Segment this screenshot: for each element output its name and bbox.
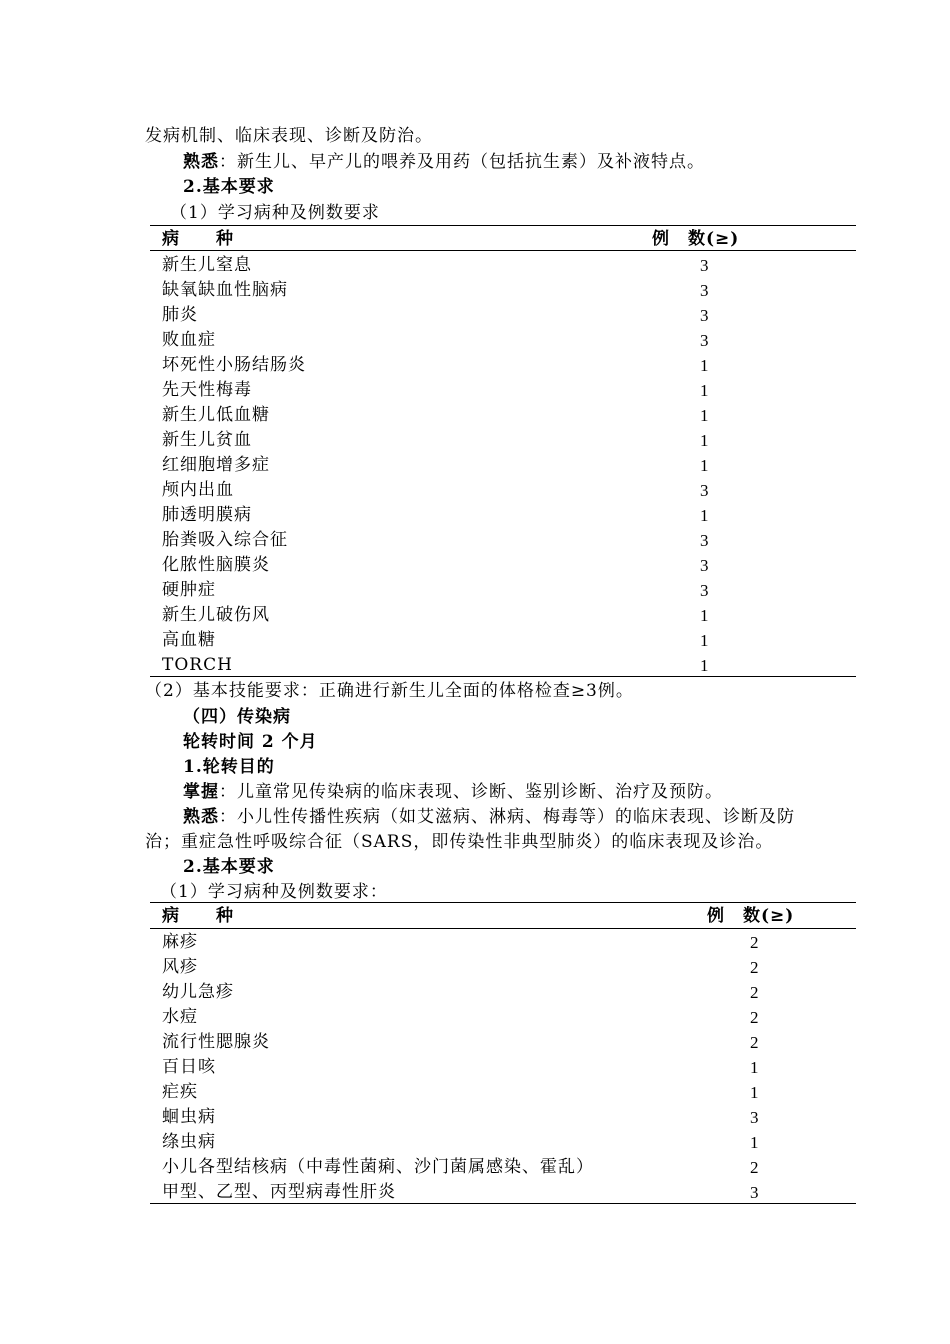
table-row-count: 1 xyxy=(700,456,710,475)
table-row-disease: 肺透明膜病 xyxy=(162,505,252,525)
skill-requirement: （2）基本技能要求：正确进行新生儿全面的体格检查≥3例。 xyxy=(145,681,634,701)
table-row-count: 3 xyxy=(750,1183,760,1202)
table-row-disease: 新生儿低血糖 xyxy=(162,405,270,425)
table-row-disease: 新生儿破伤风 xyxy=(162,605,270,625)
table-row-disease: TORCH xyxy=(162,655,233,675)
table-row-count: 1 xyxy=(750,1133,760,1152)
table-row-disease: 风疹 xyxy=(162,957,198,977)
familiar-label-2: 熟悉 xyxy=(183,807,219,827)
table-row-count: 3 xyxy=(700,581,710,600)
table-row-disease: 新生儿窒息 xyxy=(162,255,252,275)
table1-header-count: 例 数(≥) xyxy=(652,229,740,249)
table-row-disease: 先天性梅毒 xyxy=(162,380,252,400)
master-paragraph xyxy=(183,780,723,804)
table-row-count: 3 xyxy=(700,256,710,275)
table2-header-disease: 病 种 xyxy=(162,906,234,926)
table-row-count: 3 xyxy=(700,531,710,550)
sub-requirement-1: （1）学习病种及例数要求 xyxy=(170,203,380,223)
table-row-disease: 化脓性脑膜炎 xyxy=(162,555,270,575)
table-row-count: 2 xyxy=(750,1033,760,1052)
table2-header-count: 例 数(≥) xyxy=(707,906,795,926)
table1-bottom-rule xyxy=(150,676,856,677)
familiar-label: 熟悉 xyxy=(183,152,219,172)
master-text: ：儿童常见传染病的临床表现、诊断、鉴别诊断、治疗及预防。 xyxy=(219,782,723,802)
section-4-title: （四）传染病 xyxy=(183,707,291,727)
table2-header-rule xyxy=(150,928,856,929)
table-row-count: 1 xyxy=(700,406,710,425)
intro-line: 发病机制、临床表现、诊断及防治。 xyxy=(145,126,433,146)
table-row-count: 3 xyxy=(700,481,710,500)
table-row-disease: 肺炎 xyxy=(162,305,198,325)
table-row-disease: 疟疾 xyxy=(162,1082,198,1102)
table-row-count: 1 xyxy=(700,431,710,450)
table-row-disease: 缺氧缺血性脑病 xyxy=(162,280,288,300)
table-row-count: 3 xyxy=(700,306,710,325)
table1-header-disease: 病 种 xyxy=(162,229,234,249)
table-row-disease: 百日咳 xyxy=(162,1057,216,1077)
table-row-disease: 颅内出血 xyxy=(162,480,234,500)
table-row-count: 1 xyxy=(700,606,710,625)
familiar-text-2-line1: ：小儿性传播性疾病（如艾滋病、淋病、梅毒等）的临床表现、诊断及防 xyxy=(219,807,795,827)
table-row-disease: 坏死性小肠结肠炎 xyxy=(162,355,306,375)
table1-header-rule xyxy=(150,250,856,251)
table-row-disease: 蛔虫病 xyxy=(162,1107,216,1127)
table-row-count: 3 xyxy=(750,1108,760,1127)
table-row-disease: 绦虫病 xyxy=(162,1132,216,1152)
table-row-disease: 胎粪吸入综合征 xyxy=(162,530,288,550)
table1-top-rule xyxy=(150,225,856,226)
table-row-disease: 败血症 xyxy=(162,330,216,350)
table2-top-rule xyxy=(150,902,856,903)
familiar-text-2-line2: 治；重症急性呼吸综合征（SARS，即传染性非典型肺炎）的临床表现及诊治。 xyxy=(145,832,774,852)
rotation-goal-heading: 1.轮转目的 xyxy=(183,757,275,777)
master-label: 掌握 xyxy=(183,782,219,802)
table-row-count: 3 xyxy=(700,331,710,350)
table-row-disease: 红细胞增多症 xyxy=(162,455,270,475)
table-row-count: 1 xyxy=(750,1058,760,1077)
table-row-count: 1 xyxy=(700,506,710,525)
table-row-count: 2 xyxy=(750,1158,760,1177)
table-row-disease: 幼儿急疹 xyxy=(162,982,234,1002)
basic-requirements-heading-1: 2.基本要求 xyxy=(183,177,275,197)
table-row-disease: 硬肿症 xyxy=(162,580,216,600)
familiar-paragraph-1 xyxy=(183,150,705,174)
rotation-time: 轮转时间 2 个月 xyxy=(183,732,318,752)
table-row-count: 2 xyxy=(750,958,760,977)
familiar-paragraph-2 xyxy=(183,805,795,829)
table2-bottom-rule xyxy=(150,1203,856,1204)
table-row-count: 1 xyxy=(750,1083,760,1102)
familiar-text: ：新生儿、早产儿的喂养及用药（包括抗生素）及补液特点。 xyxy=(219,152,705,172)
table-row-disease: 麻疹 xyxy=(162,932,198,952)
table-row-count: 2 xyxy=(750,933,760,952)
basic-requirements-heading-2: 2.基本要求 xyxy=(183,857,275,877)
table-row-count: 1 xyxy=(700,356,710,375)
table-row-count: 3 xyxy=(700,281,710,300)
table-row-count: 1 xyxy=(700,656,710,675)
table-row-count: 2 xyxy=(750,1008,760,1027)
sub-requirement-2: （1）学习病种及例数要求： xyxy=(160,882,388,902)
table-row-disease: 新生儿贫血 xyxy=(162,430,252,450)
table-row-disease: 小儿各型结核病（中毒性菌痢、沙门菌属感染、霍乱） xyxy=(162,1157,594,1177)
table-row-disease: 甲型、乙型、丙型病毒性肝炎 xyxy=(162,1182,396,1202)
table-row-disease: 水痘 xyxy=(162,1007,198,1027)
table-row-count: 3 xyxy=(700,556,710,575)
table-row-count: 1 xyxy=(700,631,710,650)
table-row-count: 1 xyxy=(700,381,710,400)
table-row-count: 2 xyxy=(750,983,760,1002)
table-row-disease: 流行性腮腺炎 xyxy=(162,1032,270,1052)
table-row-disease: 高血糖 xyxy=(162,630,216,650)
